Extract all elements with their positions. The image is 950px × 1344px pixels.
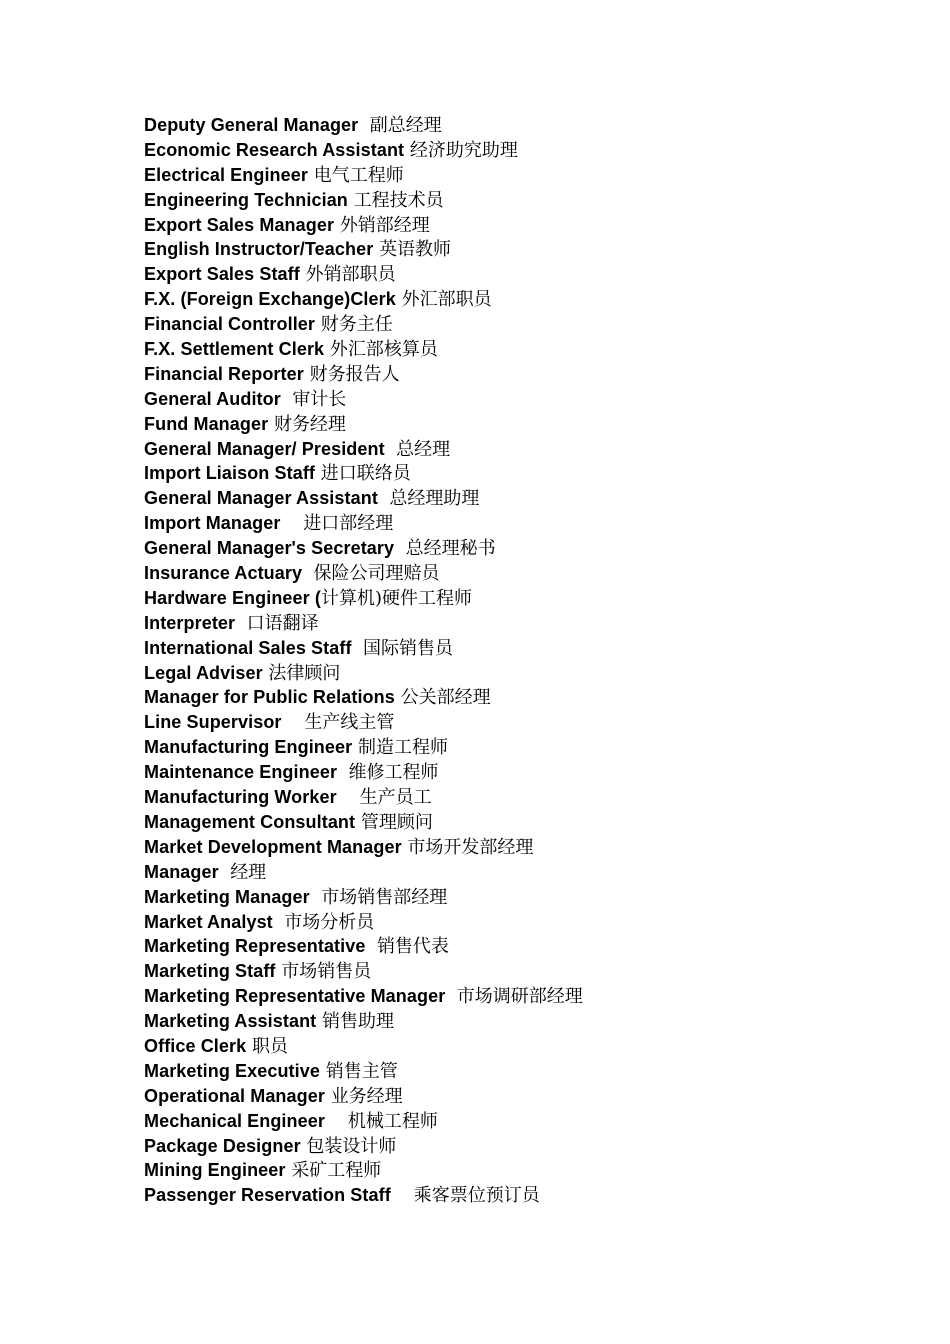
english-term: Manager for Public Relations xyxy=(144,687,395,708)
english-term: Marketing Staff xyxy=(144,961,276,982)
english-term: Manufacturing Worker xyxy=(144,787,337,808)
term-separator xyxy=(235,613,246,634)
chinese-term: 销售助理 xyxy=(322,1011,395,1033)
glossary-entry xyxy=(144,661,583,686)
term-separator xyxy=(281,389,292,410)
glossary-entry xyxy=(144,810,583,835)
glossary-entry xyxy=(144,237,583,262)
english-term: Insurance Actuary xyxy=(144,563,303,584)
chinese-term: 总经理秘书 xyxy=(405,538,496,560)
english-term: Manufacturing Engineer xyxy=(144,737,353,758)
english-term: General Manager/ President xyxy=(144,438,385,459)
term-separator xyxy=(273,912,284,933)
english-term: Economic Research Assistant xyxy=(144,139,405,160)
term-separator xyxy=(391,1185,414,1206)
chinese-term: 外汇部核算员 xyxy=(329,339,438,361)
chinese-term: 经济助究助理 xyxy=(409,139,518,161)
english-term: Marketing Assistant xyxy=(144,1011,317,1032)
chinese-term: 职员 xyxy=(251,1035,288,1057)
glossary-entry xyxy=(144,860,583,885)
glossary-entry xyxy=(144,287,583,312)
english-term: International Sales Staff xyxy=(144,637,352,658)
term-separator xyxy=(282,712,305,733)
chinese-term: 销售主管 xyxy=(325,1060,398,1082)
chinese-term: 采矿工程师 xyxy=(291,1160,382,1182)
chinese-term: 英语教师 xyxy=(379,239,452,261)
chinese-term: 计算机)硬件工程师 xyxy=(320,587,472,609)
glossary-entry xyxy=(144,113,583,138)
chinese-term: 审计长 xyxy=(292,388,347,410)
glossary-entry xyxy=(144,910,583,935)
glossary-entry xyxy=(144,835,583,860)
english-term: Office Clerk xyxy=(144,1035,247,1056)
glossary-entry xyxy=(144,1084,583,1109)
term-separator xyxy=(219,862,230,883)
chinese-term: 公关部经理 xyxy=(400,687,491,709)
chinese-term: 市场开发部经理 xyxy=(407,836,534,858)
english-term: Hardware Engineer ( xyxy=(144,587,321,608)
chinese-term: 国际销售员 xyxy=(363,637,454,659)
glossary-entry xyxy=(144,213,583,238)
glossary-entry xyxy=(144,387,583,412)
term-separator xyxy=(337,762,348,783)
chinese-term: 制造工程师 xyxy=(357,737,448,759)
english-term: Market Development Manager xyxy=(144,836,402,857)
glossary-entry xyxy=(144,1109,583,1134)
english-term: Market Analyst xyxy=(144,911,273,932)
term-separator xyxy=(358,115,369,136)
chinese-term: 维修工程师 xyxy=(348,762,439,784)
glossary-entry xyxy=(144,138,583,163)
chinese-term: 总经理助理 xyxy=(389,488,480,510)
english-term: Engineering Technician xyxy=(144,189,348,210)
glossary-entry xyxy=(144,511,583,536)
chinese-term: 电气工程师 xyxy=(313,164,404,186)
glossary-entry xyxy=(144,934,583,959)
chinese-term: 财务主任 xyxy=(320,314,393,336)
glossary-entry xyxy=(144,984,583,1009)
english-term: Marketing Representative xyxy=(144,936,366,957)
english-term: General Manager Assistant xyxy=(144,488,378,509)
term-separator xyxy=(365,936,376,957)
english-term: Package Designer xyxy=(144,1135,301,1156)
chinese-term: 乘客票位预订员 xyxy=(413,1185,540,1207)
english-term: Passenger Reservation Staff xyxy=(144,1185,391,1206)
chinese-term: 进口联络员 xyxy=(320,463,411,485)
glossary-entry xyxy=(144,262,583,287)
english-term: Line Supervisor xyxy=(144,712,282,733)
chinese-term: 法律顾问 xyxy=(268,662,341,684)
english-term: Marketing Manager xyxy=(144,886,310,907)
chinese-term: 口语翻译 xyxy=(246,612,319,634)
chinese-term: 财务经理 xyxy=(273,413,346,435)
chinese-term: 生产线主管 xyxy=(304,712,395,734)
glossary-entry xyxy=(144,760,583,785)
english-term: Mechanical Engineer xyxy=(144,1110,325,1131)
chinese-term: 市场分析员 xyxy=(284,911,375,933)
glossary-entry xyxy=(144,188,583,213)
chinese-term: 财务报告人 xyxy=(309,363,400,385)
glossary-entry xyxy=(144,685,583,710)
chinese-term: 外汇部职员 xyxy=(401,289,492,311)
english-term: Deputy General Manager xyxy=(144,115,359,135)
glossary-entry xyxy=(144,636,583,661)
chinese-term: 工程技术员 xyxy=(353,189,444,211)
english-term: Electrical Engineer xyxy=(144,164,308,185)
chinese-term: 进口部经理 xyxy=(303,513,394,535)
english-term: Management Consultant xyxy=(144,811,356,832)
english-term: Legal Adviser xyxy=(144,662,263,683)
chinese-term: 保险公司理赔员 xyxy=(313,563,440,585)
glossary-entry xyxy=(144,461,583,486)
glossary-entry xyxy=(144,1183,583,1208)
glossary-entry xyxy=(144,735,583,760)
term-separator xyxy=(378,488,389,509)
english-term: Marketing Representative Manager xyxy=(144,986,446,1007)
chinese-term: 经理 xyxy=(230,861,267,883)
english-term: Manager xyxy=(144,861,219,882)
glossary-entry xyxy=(144,312,583,337)
term-separator xyxy=(385,439,396,460)
english-term: Financial Reporter xyxy=(144,363,304,384)
chinese-term: 机械工程师 xyxy=(347,1110,438,1132)
english-term: Financial Controller xyxy=(144,314,316,335)
term-separator xyxy=(302,563,313,584)
chinese-term: 销售代表 xyxy=(376,936,449,958)
chinese-term: 外销部经理 xyxy=(339,214,430,236)
english-term: F.X. Settlement Clerk xyxy=(144,339,325,360)
glossary-entry xyxy=(144,1009,583,1034)
glossary-entry xyxy=(144,486,583,511)
chinese-term: 市场销售部经理 xyxy=(321,886,448,908)
glossary-entry xyxy=(144,412,583,437)
job-title-glossary xyxy=(144,113,583,1208)
english-term: Export Sales Staff xyxy=(144,264,300,285)
glossary-entry xyxy=(144,1034,583,1059)
glossary-entry xyxy=(144,611,583,636)
english-term: Import Liaison Staff xyxy=(144,463,316,484)
term-separator xyxy=(280,513,303,534)
chinese-term: 生产员工 xyxy=(359,787,432,809)
english-term: Import Manager xyxy=(144,513,281,534)
glossary-entry xyxy=(144,536,583,561)
term-separator xyxy=(325,1111,348,1132)
glossary-entry xyxy=(144,362,583,387)
english-term: Export Sales Manager xyxy=(144,214,335,235)
glossary-entry xyxy=(144,163,583,188)
chinese-term: 总经理 xyxy=(396,438,451,460)
chinese-term: 市场调研部经理 xyxy=(456,986,583,1008)
english-term: Maintenance Engineer xyxy=(144,762,338,783)
chinese-term: 市场销售员 xyxy=(281,961,372,983)
glossary-entry xyxy=(144,1059,583,1084)
english-term: F.X. (Foreign Exchange)Clerk xyxy=(144,289,396,310)
chinese-term: 副总经理 xyxy=(369,115,442,136)
english-term: Marketing Executive xyxy=(144,1060,320,1081)
english-term: Mining Engineer xyxy=(144,1160,286,1181)
chinese-term: 外销部职员 xyxy=(305,264,396,286)
english-term: General Manager's Secretary xyxy=(144,538,395,559)
glossary-entry xyxy=(144,959,583,984)
term-separator xyxy=(337,787,360,808)
glossary-entry xyxy=(144,785,583,810)
english-term: Fund Manager xyxy=(144,413,269,434)
term-separator xyxy=(394,538,405,559)
glossary-entry xyxy=(144,710,583,735)
glossary-entry xyxy=(144,885,583,910)
glossary-entry xyxy=(144,337,583,362)
glossary-entry xyxy=(144,586,583,611)
chinese-term: 管理顾问 xyxy=(360,811,433,833)
glossary-entry xyxy=(144,1134,583,1159)
glossary-entry xyxy=(144,1158,583,1183)
chinese-term: 业务经理 xyxy=(330,1085,403,1107)
english-term: Operational Manager xyxy=(144,1085,325,1106)
term-separator xyxy=(352,638,363,659)
english-term: General Auditor xyxy=(144,388,281,409)
english-term: Interpreter xyxy=(144,612,236,633)
chinese-term: 包装设计师 xyxy=(306,1135,397,1157)
english-term: English Instructor/Teacher xyxy=(144,239,374,260)
term-separator xyxy=(445,986,456,1007)
term-separator xyxy=(310,887,321,908)
glossary-entry xyxy=(144,561,583,586)
glossary-entry xyxy=(144,437,583,462)
